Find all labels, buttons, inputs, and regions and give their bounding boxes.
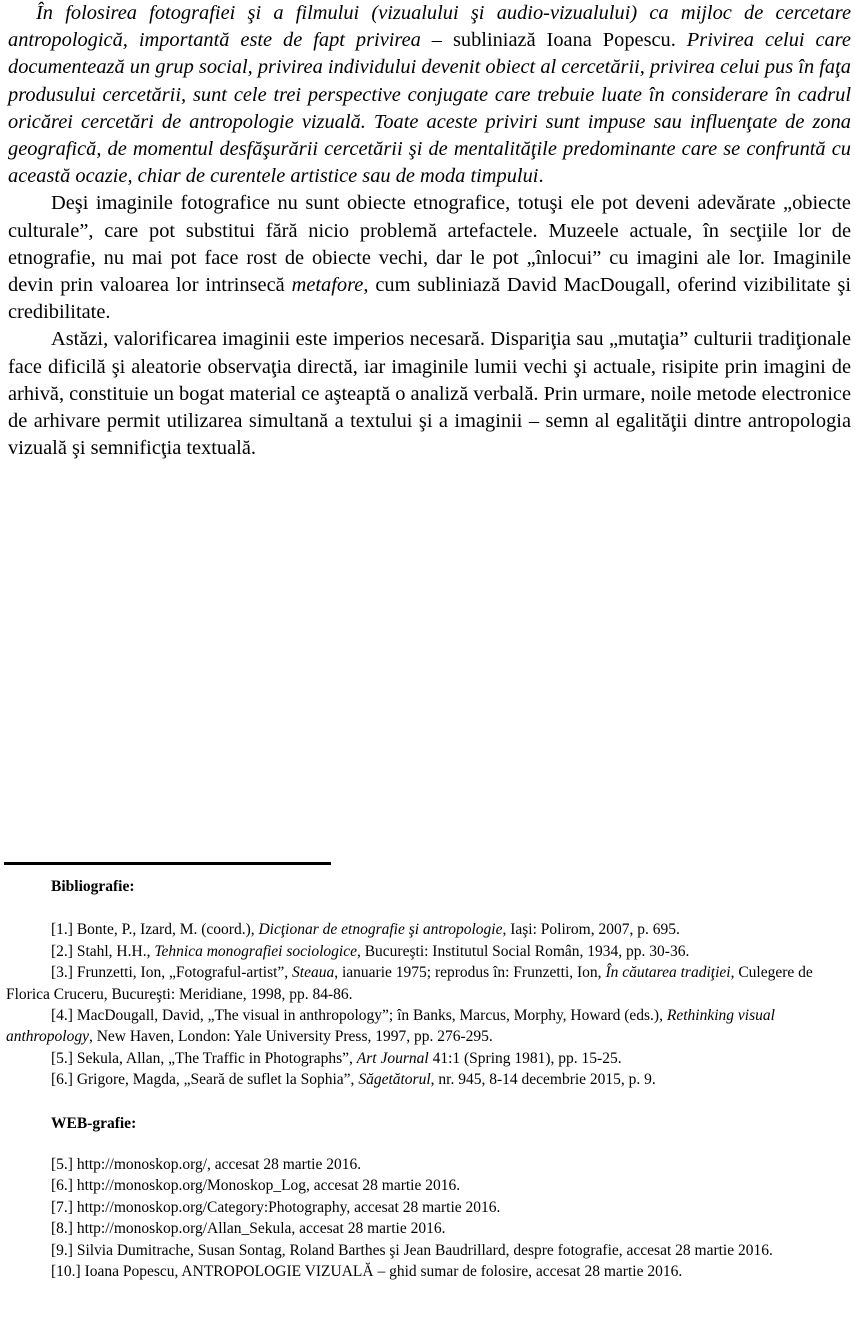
entry-segment: , Bucureşti: Institutul Social Român, 1934, pp. 30-36. [356, 942, 690, 960]
entry-segment: [9.] Silvia Dumitrache, Susan Sontag, Roland Barthes şi Jean Baudrillard, despre fotografie, accesat 28 martie 2016. [51, 1241, 773, 1259]
entry-segment: Dicţionar de etnografie şi antropologie [258, 921, 503, 939]
paragraph-1-segment: – subliniază Ioana Popescu. [420, 29, 687, 52]
footnote-separator [4, 862, 331, 865]
paragraph-1-segment: Privirea celui care documentează un grup social, privirea individului devenit obiect al cercetării, privirea celui pus în faţa produsului cercetării, sunt cele trei perspective conjugate care trebuie luate în considerare în cadrul oricărei cercetări de antropologie vizuală. Toate aceste priviri sunt impuse sau influenţate de zona geografică, de momentul desfăşurării cercetării şi de mentalităţile predominante care se confruntă cu această ocazie, chiar de curentele artistice sau de moda timpului [8, 29, 851, 188]
article-body [8, 0, 851, 462]
entry-segment: [6.] http://monoskop.org/Monoskop_Log, accesat 28 martie 2016. [51, 1177, 461, 1195]
entry-segment: Săgetătorul [358, 1071, 431, 1089]
entry-segment: Steaua [292, 964, 335, 982]
bibliography-entry [6, 1005, 852, 1048]
entry-segment: Tehnica monografiei sociologice [154, 942, 357, 960]
bibliography-entry [6, 1069, 852, 1090]
bibliography-entry [6, 1048, 852, 1069]
webgraphy-entry [6, 1261, 852, 1282]
bibliography-list [6, 919, 852, 1090]
entry-segment: Art Journal [356, 1049, 429, 1067]
bibliography-entry [6, 941, 852, 962]
webgraphy-list [6, 1154, 852, 1282]
entry-segment: , Iaşi: Polirom, 2007, p. 695. [502, 921, 680, 939]
paragraph-3 [8, 326, 851, 462]
paragraph-2 [8, 190, 851, 326]
webgraphy-heading: WEB-grafie: [51, 1114, 137, 1132]
entry-segment: [4.] MacDougall, David, „The visual in anthropology”; în Banks, Marcus, Morphy, Howard (eds.), [51, 1007, 667, 1025]
bibliography-entry [6, 919, 852, 940]
paragraph-1 [8, 0, 851, 190]
entry-segment: [5.] Sekula, Allan, „The Traffic in Photographs”, [51, 1049, 357, 1067]
entry-segment: , Culegere de Florica Cruceru, Bucureşti: Meridiane, 1998, pp. 84-86. [6, 964, 813, 1003]
paragraph-3-segment: Astăzi, valorificarea imaginii este imperios necesară. Dispariţia sau „mutaţia” culturii tradiţionale face dificilă şi aleatorie observaţia directă, iar imaginile lumii vechi şi actuale, risipite prin imagini de arhivă, constituie un bogat material ce aşteaptă o analiză verbală. Prin urmare, noile metode electronice de arhivare permit utilizarea simultană a textului şi a imaginii – semn al egalităţii dintre antropologia vizuală şi semnificţia textuală. [8, 328, 852, 460]
paragraph-2-segment: , cum subliniază David MacDougall, oferind vizibilitate şi credibilitate. [8, 274, 851, 324]
entry-segment: [8.] http://monoskop.org/Allan_Sekula, accesat 28 martie 2016. [51, 1220, 446, 1238]
entry-segment: , ianuarie 1975; reprodus în: Frunzetti, Ion, [334, 964, 606, 982]
entry-segment: 41:1 (Spring 1981), pp. 15-25. [428, 1049, 622, 1067]
webgraphy-entry [6, 1240, 852, 1261]
paragraph-2-segment: Deşi imaginile fotografice nu sunt obiecte etnografice, totuşi ele pot deveni adevărate „obiecte culturale”, care pot substitui fără nicio problemă artefactele. Muzeele actuale, în secţiile lor de etnografie, nu mai pot face rost de obiecte vechi, dar le pot „înlocui” cu imagini ale lor. Imaginile devin prin valoarea lor intrinsecă [8, 192, 851, 297]
paragraph-1-segment: . [538, 165, 544, 188]
webgraphy-entry [6, 1175, 852, 1196]
entry-segment: [2.] Stahl, H.H., [51, 942, 155, 960]
entry-segment: [1.] Bonte, P., Izard, M. (coord.), [51, 921, 259, 939]
entry-segment: , New Haven, London: Yale University Press, 1997, pp. 276-295. [88, 1028, 493, 1046]
references-section [6, 876, 852, 1283]
entry-segment: Rethinking visual anthropology [6, 1007, 775, 1046]
bibliography-entry [6, 962, 852, 1005]
entry-segment: [5.] http://monoskop.org/, accesat 28 martie 2016. [51, 1156, 362, 1174]
paragraph-1-segment: În folosirea fotografiei şi a filmului (vizualului şi audio-vizualului) ca mijloc de cercetare antropologică, importantă este de fapt privirea [8, 2, 851, 52]
webgraphy-entry [6, 1197, 852, 1218]
webgraphy-entry [6, 1218, 852, 1239]
entry-segment: [6.] Grigore, Magda, „Seară de suflet la Sophia”, [51, 1071, 359, 1089]
entry-segment: , nr. 945, 8-14 decembrie 2015, p. 9. [430, 1071, 656, 1089]
entry-segment: [7.] http://monoskop.org/Category:Photography, accesat 28 martie 2016. [51, 1198, 501, 1216]
entry-segment: În căutarea tradiţiei [605, 964, 731, 982]
paragraph-2-segment: metafore [291, 274, 364, 297]
entry-segment: [10.] Ioana Popescu, ANTROPOLOGIE VIZUALĂ – ghid sumar de folosire, accesat 28 martie 2016. [51, 1263, 683, 1281]
entry-segment: [3.] Frunzetti, Ion, „Fotograful-artist”, [51, 964, 293, 982]
webgraphy-entry [6, 1154, 852, 1175]
bibliography-heading: Bibliografie: [51, 878, 135, 895]
